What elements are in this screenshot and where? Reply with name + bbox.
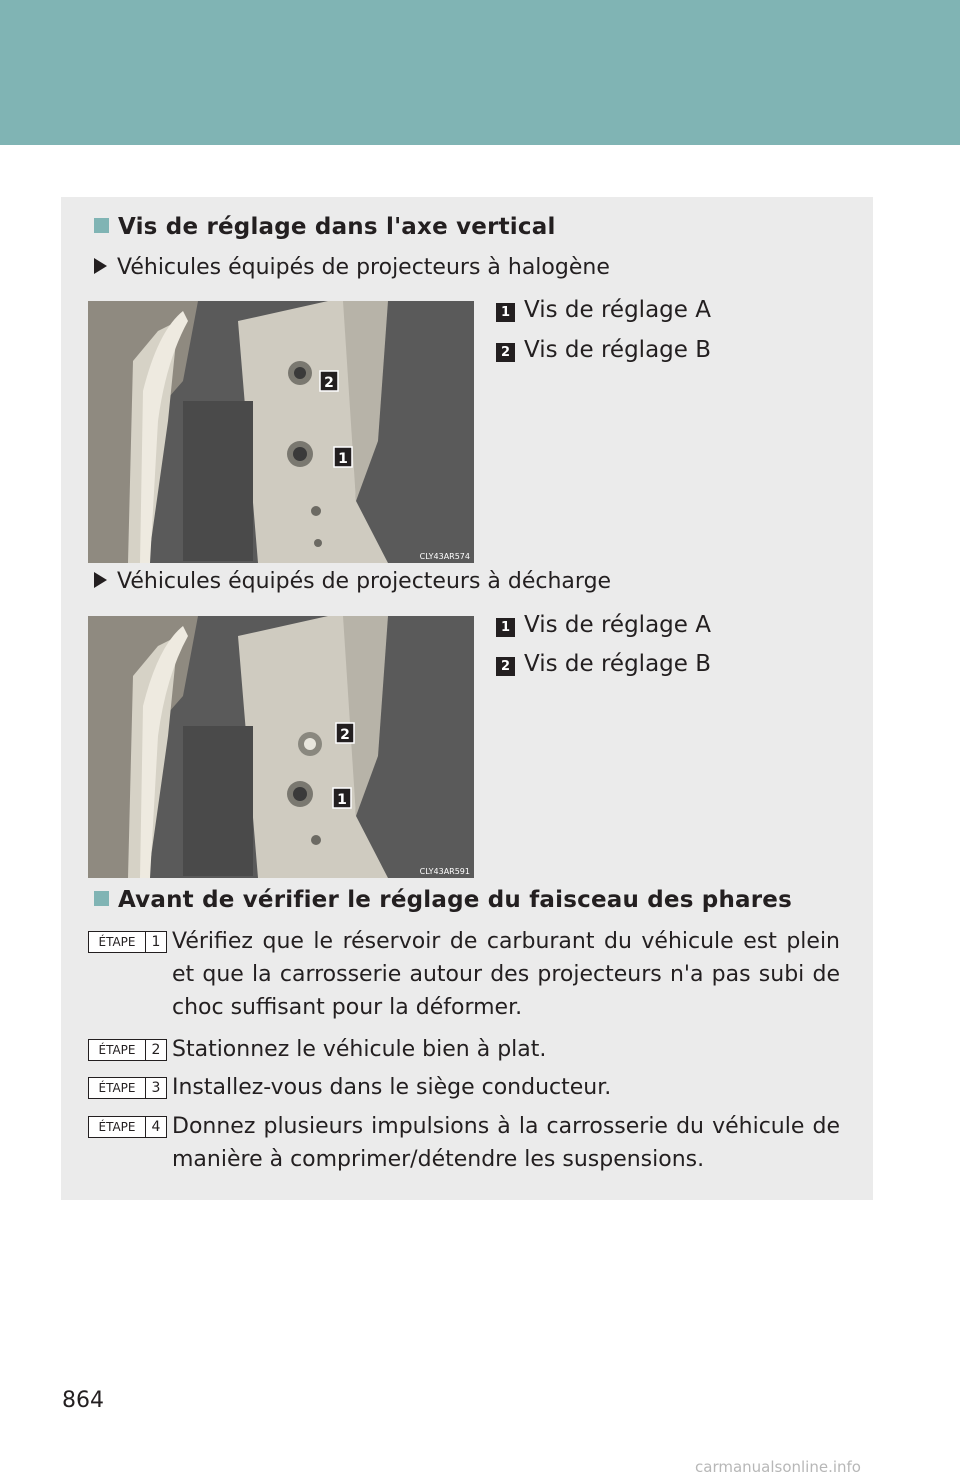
step-text: Donnez plusieurs impulsions à la carrosserie du véhicule de manière à comprimer/détendre les suspensions.	[172, 1114, 840, 1172]
step-text: Installez-vous dans le siège conducteur.	[172, 1075, 612, 1100]
bullet-square-icon	[94, 218, 109, 233]
image-code-label: CLY43AR591	[419, 867, 470, 876]
watermark: carmanualsonline.info	[695, 1458, 861, 1476]
page-number: 864	[62, 1388, 104, 1413]
step-text: Vérifiez que le réservoir de carburant du véhicule est plein et que la carrosserie autour des projecteurs n'a pas subi de choc suffisant pour la déformer.	[172, 929, 840, 1020]
step-text: Stationnez le véhicule bien à plat.	[172, 1037, 547, 1062]
svg-text:1: 1	[338, 451, 348, 467]
section-heading-before-check: Avant de vérifier le réglage du faisceau des phares	[94, 887, 792, 913]
step-badge: ÉTAPE 4	[88, 1116, 167, 1138]
number-2-icon: 2	[496, 343, 515, 362]
number-1-icon: 1	[496, 303, 515, 322]
headlight-illustration	[88, 301, 474, 563]
arrow-bullet-icon	[94, 258, 107, 274]
subheading-halogen: Véhicules équipés de projecteurs à halogène	[94, 255, 610, 280]
svg-text:2: 2	[324, 375, 334, 391]
section-heading-vertical-axis: Vis de réglage dans l'axe vertical	[94, 214, 556, 240]
bullet-square-icon	[94, 891, 109, 906]
legend-discharge-a: 1 Vis de réglage A	[496, 612, 711, 638]
step-badge: ÉTAPE 1	[88, 931, 167, 953]
step-badge: ÉTAPE 3	[88, 1077, 167, 1099]
legend-halogen-b: 2 Vis de réglage B	[496, 337, 711, 363]
number-2-icon: 2	[496, 657, 515, 676]
legend-halogen-a: 1 Vis de réglage A	[496, 297, 711, 323]
header-band	[0, 0, 960, 145]
subheading-discharge: Véhicules équipés de projecteurs à décharge	[94, 569, 611, 594]
number-1-icon: 1	[496, 618, 515, 637]
step-badge: ÉTAPE 2	[88, 1039, 167, 1061]
headlight-illustration	[88, 616, 474, 878]
arrow-bullet-icon	[94, 572, 107, 588]
discharge-headlight-photo	[88, 616, 474, 878]
halogen-headlight-photo	[88, 301, 474, 563]
image-code-label: CLY43AR574	[419, 552, 470, 561]
legend-discharge-b: 2 Vis de réglage B	[496, 651, 711, 677]
svg-text:1: 1	[337, 792, 347, 808]
svg-text:2: 2	[340, 727, 350, 743]
